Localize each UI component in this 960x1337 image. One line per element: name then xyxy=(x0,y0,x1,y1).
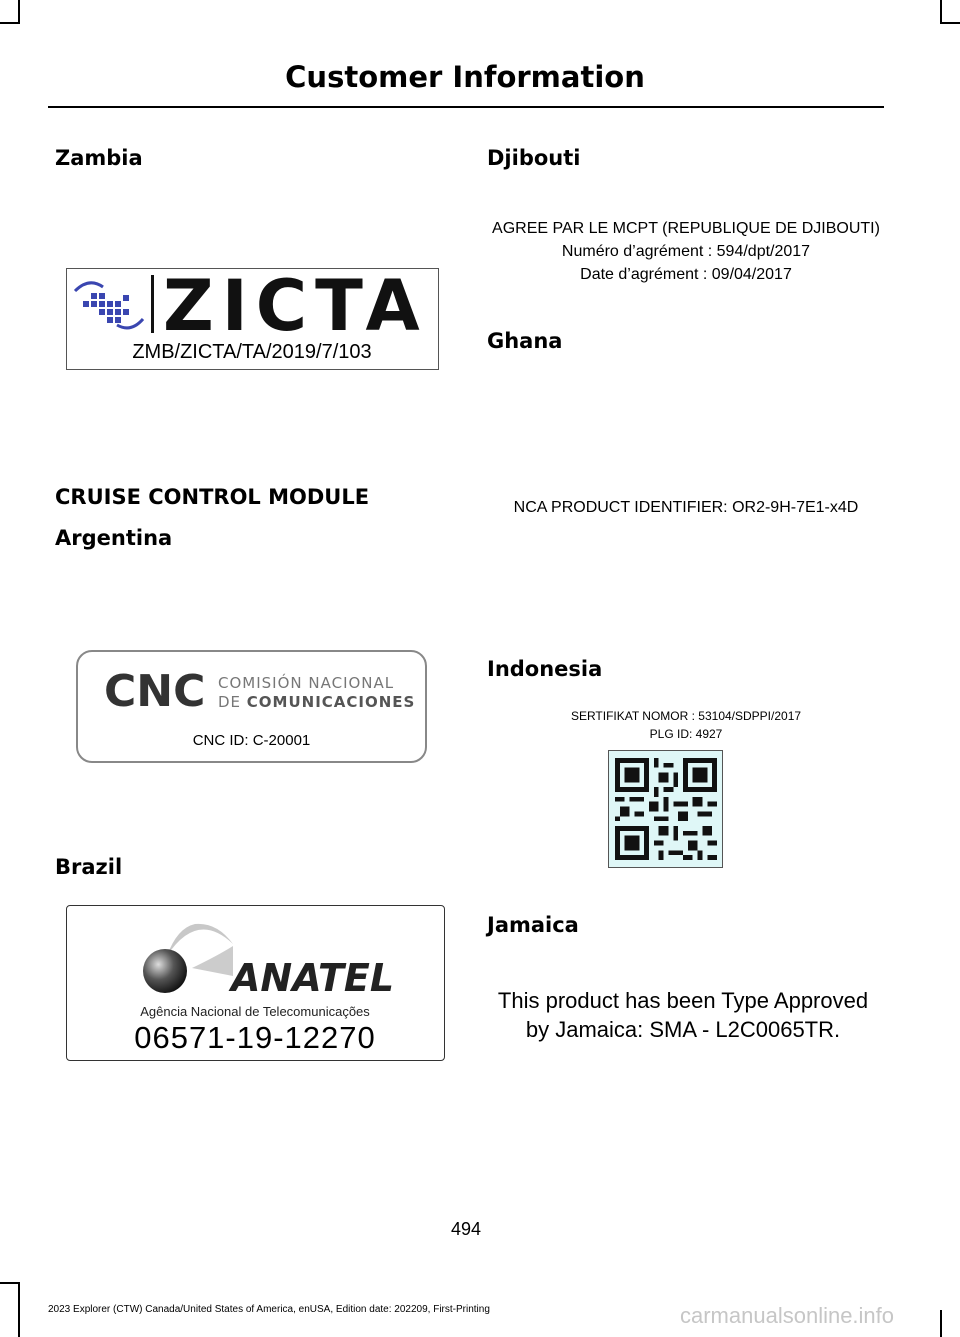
crop-mark xyxy=(18,0,20,24)
section-heading-argentina: Argentina xyxy=(55,526,173,550)
djibouti-approval-text xyxy=(487,217,885,286)
djibouti-line-3: Date d’agrément : 09/04/2017 xyxy=(580,266,792,283)
zicta-divider xyxy=(151,275,154,333)
crop-mark xyxy=(0,22,20,24)
crop-mark xyxy=(940,0,942,24)
anatel-sphere-icon xyxy=(137,916,237,996)
cnc-subtitle-prefix: DE xyxy=(218,693,247,711)
jamaica-line-1: This product has been Type Approved xyxy=(497,988,869,1013)
cnc-subtitle-line1: COMISIÓN NACIONAL xyxy=(218,674,395,692)
section-heading-jamaica: Jamaica xyxy=(487,913,579,937)
section-heading-zambia: Zambia xyxy=(55,146,143,170)
indonesia-certificate-text xyxy=(487,707,885,743)
cnc-logo-subtitle xyxy=(218,674,415,712)
crop-mark xyxy=(940,22,960,24)
cnc-subtitle-line2 xyxy=(218,693,415,712)
page-title: Customer Information xyxy=(285,60,645,94)
cnc-logo-text: CNC xyxy=(104,666,206,717)
jamaica-approval-text xyxy=(482,986,884,1044)
zicta-emblem-icon xyxy=(69,273,149,335)
cnc-label xyxy=(76,650,427,763)
header-rule xyxy=(48,106,884,108)
watermark: carmanualsonline.info xyxy=(680,1303,895,1328)
qr-code-frame xyxy=(608,750,723,868)
ghana-product-identifier: NCA PRODUCT IDENTIFIER: OR2-9H-7E1-x4D xyxy=(513,499,859,516)
zicta-logo-text: ZICTA xyxy=(163,265,428,347)
crop-mark xyxy=(940,1310,942,1337)
anatel-approval-number: 06571-19-12270 xyxy=(134,1020,376,1055)
edition-note: 2023 Explorer (CTW) Canada/United States of America, enUSA, Edition date: 202209, First-Printing xyxy=(48,1304,490,1315)
section-heading-djibouti: Djibouti xyxy=(487,146,581,170)
section-heading-cruise-control: CRUISE CONTROL MODULE xyxy=(55,485,370,509)
zicta-approval-number: ZMB/ZICTA/TA/2019/7/103 xyxy=(132,341,372,363)
djibouti-line-2: Numéro d’agrément : 594/dpt/2017 xyxy=(561,243,811,260)
crop-mark xyxy=(0,1282,20,1284)
anatel-agency-name: Agência Nacional de Telecomunicações xyxy=(140,1004,370,1019)
section-heading-indonesia: Indonesia xyxy=(487,657,603,681)
jamaica-line-2: by Jamaica: SMA - L2C0065TR. xyxy=(525,1017,841,1042)
cnc-id: CNC ID: C-20001 xyxy=(192,732,311,749)
section-heading-brazil: Brazil xyxy=(55,855,123,879)
cnc-subtitle-emphasis: COMUNICACIONES xyxy=(246,693,416,711)
indonesia-line-2: PLG ID: 4927 xyxy=(649,727,723,741)
crop-mark xyxy=(18,1282,20,1337)
zicta-label xyxy=(66,265,439,370)
section-heading-ghana: Ghana xyxy=(487,329,563,353)
indonesia-line-1: SERTIFIKAT NOMOR : 53104/SDPPI/2017 xyxy=(570,709,802,723)
anatel-logo-text: ANATEL xyxy=(231,956,395,1000)
anatel-label xyxy=(66,905,445,1061)
page-number: 494 xyxy=(450,1219,482,1239)
djibouti-line-1: AGREE PAR LE MCPT (REPUBLIQUE DE DJIBOUTI) xyxy=(492,220,880,237)
qr-code-icon xyxy=(615,757,717,861)
